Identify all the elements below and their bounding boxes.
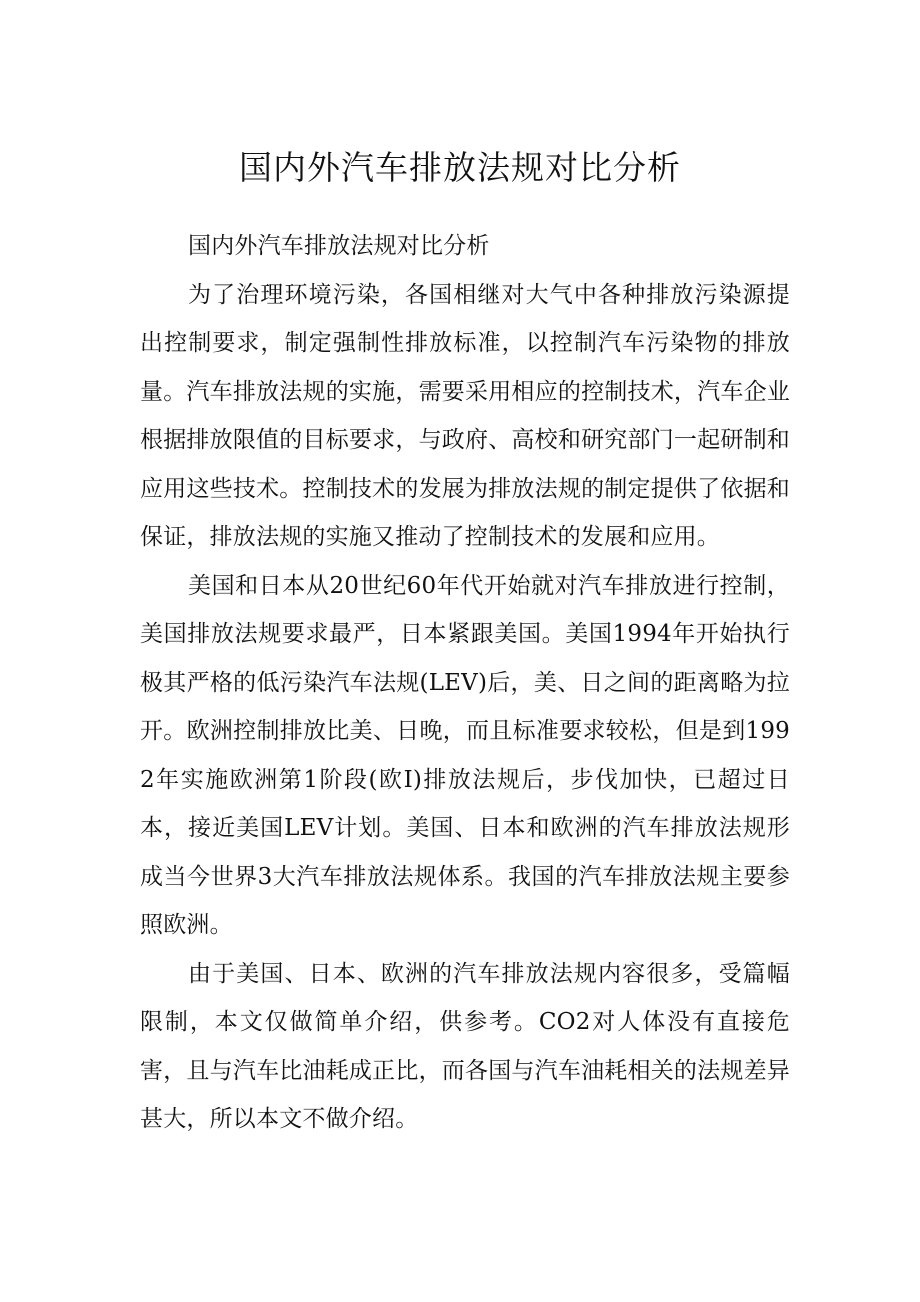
paragraph-intro: 为了治理环境污染，各国相继对大气中各种排放污染源提出控制要求，制定强制性排放标准，以控制汽车污染物的排放量。汽车排放法规的实施，需要采用相应的控制技术，汽车企业根据排放限值的目标要求，与政府、高校和研究部门一起研制和应用这些技术。控制技术的发展为排放法规的制定提供了依据和保证，排放法规的实施又推动了控制技术的发展和应用。 <box>140 281 790 550</box>
paragraph-scope: 由于美国、日本、欧洲的汽车排放法规内容很多，受篇幅限制，本文仅做简单介绍，供参考。CO2对人体没有直接危害，且与汽车比油耗成正比，而各国与汽车油耗相关的法规差异甚大，所以本文不做介绍。 <box>140 960 790 1132</box>
paragraph-history: 美国和日本从20世纪60年代开始就对汽车排放进行控制，美国排放法规要求最严，日本紧跟美国。美国1994年开始执行极其严格的低污染汽车法规(LEV)后，美、日之间的距离略为拉开。欧洲控制排放比美、日晚，而且标准要求较松，但是到1992年实施欧洲第1阶段(欧I)排放法规后，步伐加快，已超过日本，接近美国LEV计划。美国、日本和欧洲的汽车排放法规形成当今世界3大汽车排放法规体系。我国的汽车排放法规主要参照欧洲。 <box>140 572 790 938</box>
paragraph-subtitle: 国内外汽车排放法规对比分析 <box>188 233 490 259</box>
document-body <box>140 222 790 1144</box>
document-title: 国内外汽车排放法规对比分析 <box>239 148 681 187</box>
